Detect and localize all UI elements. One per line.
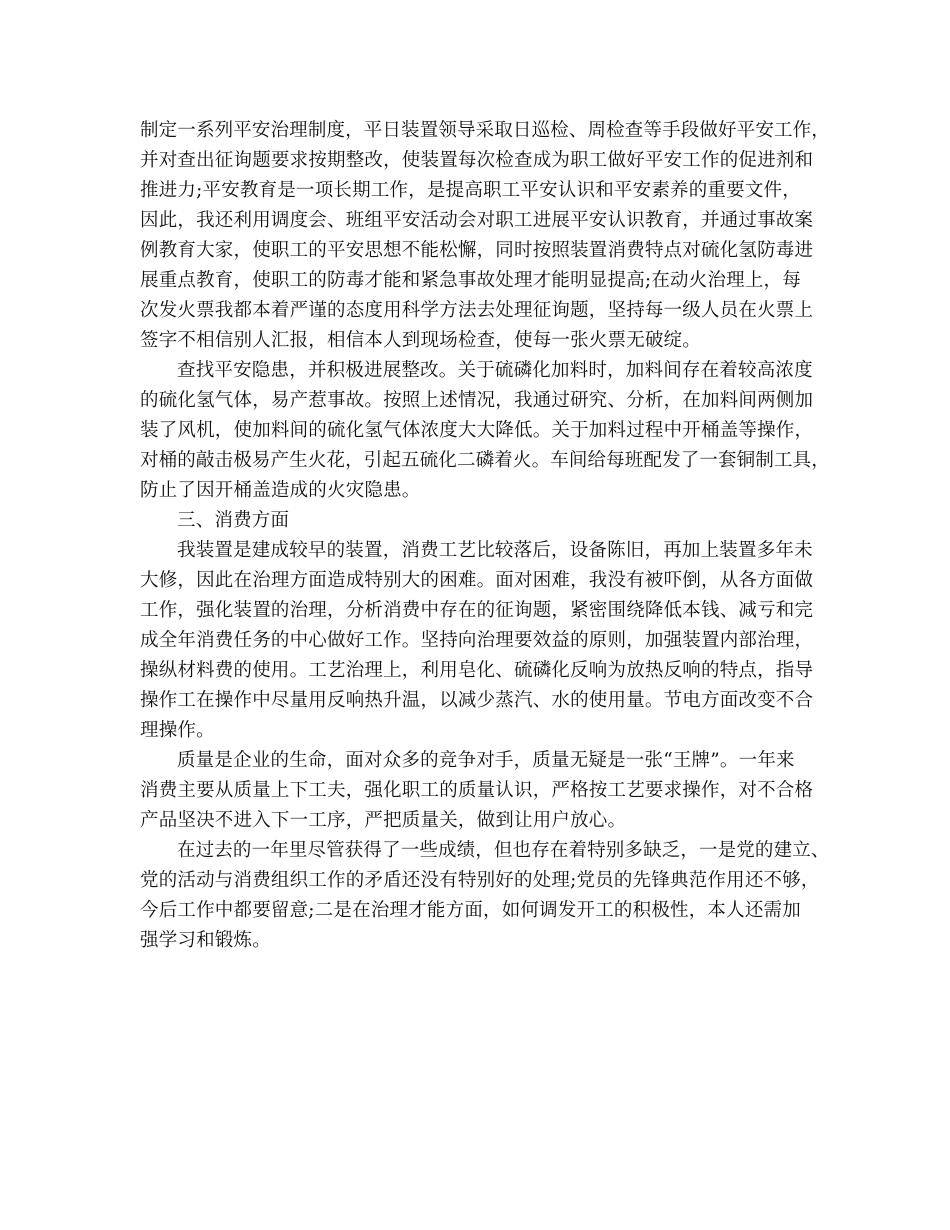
paragraph-first-line: 质量是企业的生命，面对众多的竞争对手，质量无疑是一张“王牌”。一年来 (177, 750, 795, 771)
text-line: 展重点教育，使职工的防毒才能和紧急事故处理才能明显提高;在动火治理上，每 (140, 270, 801, 291)
text-line: 理操作。 (140, 720, 215, 741)
paragraph-first-line: 我装置是建成较早的装置，消费工艺比较落后，设备陈旧，再加上装置多年未 (177, 540, 813, 561)
text-line: 操纵材料费的使用。工艺治理上，利用皂化、硫磷化反响为放热反响的特点，指导 (140, 660, 814, 681)
text-line: 今后工作中都要留意;二是在治理才能方面，如何调发开工的积极性，本人还需加 (140, 900, 801, 921)
text-line: 操作工在操作中尽量用反响热升温，以减少蒸汽、水的使用量。节电方面改变不合 (140, 690, 814, 711)
text-line: 工作，强化装置的治理，分析消费中存在的征询题，紧密围绕降低本钱、减亏和完 (140, 600, 814, 621)
paragraph-first-line: 查找平安隐患，并积极进展整改。关于硫磷化加料时，加料间存在着较高浓度 (177, 360, 813, 381)
text-line: 党的活动与消费组织工作的矛盾还没有特别好的处理;党员的先锋典范作用还不够， (140, 870, 820, 891)
paragraph-first-line: 三、消费方面 (177, 510, 290, 531)
text-line: 防止了因开桶盖造成的火灾隐患。 (140, 480, 421, 501)
text-line: 大修，因此在治理方面造成特别大的困难。面对困难，我没有被吓倒，从各方面做 (140, 570, 814, 591)
document-body (140, 116, 830, 956)
paragraph-first-line: 在过去的一年里尽管获得了一些成绩，但也存在着特别多缺乏，一是党的建立、 (177, 840, 830, 861)
text-line: 产品坚决不进入下一工序，严把质量关，做到让用户放心。 (140, 810, 627, 831)
text-line: 推进力;平安教育是一项长期工作，是提高职工平安认识和平安素养的重要文件， (140, 180, 801, 201)
text-line: 的硫化氢气体，易产惹事故。按照上述情况，我通过研究、分析，在加料间两侧加 (140, 390, 814, 411)
text-line: 次发火票我都本着严谨的态度用科学方法去处理征询题，坚持每一级人员在火票上 (140, 300, 814, 321)
text-line: 制定一系列平安治理制度，平日装置领导采取日巡检、周检查等手段做好平安工作， (140, 120, 830, 141)
text-line: 强学习和锻炼。 (140, 930, 271, 951)
text-line: 例教育大家，使职工的平安思想不能松懈，同时按照装置消费特点对硫化氢防毒进 (140, 240, 814, 261)
text-line: 因此，我还利用调度会、班组平安活动会对职工进展平安认识教育，并通过事故案 (140, 210, 814, 231)
text-line: 签字不相信别人汇报，相信本人到现场检查，使每一张火票无破绽。 (140, 330, 702, 351)
text-line: 对桶的敲击极易产生火花，引起五硫化二磷着火。车间给每班配发了一套铜制工具， (140, 450, 830, 471)
text-line: 并对查出征询题要求按期整改，使装置每次检查成为职工做好平安工作的促进剂和 (140, 150, 814, 171)
text-line: 成全年消费任务的中心做好工作。坚持向治理要效益的原则，加强装置内部治理， (140, 630, 814, 651)
text-line: 消费主要从质量上下工夫，强化职工的质量认识，严格按工艺要求操作，对不合格 (140, 780, 814, 801)
text-line: 装了风机，使加料间的硫化氢气体浓度大大降低。关于加料过程中开桶盖等操作， (140, 420, 814, 441)
